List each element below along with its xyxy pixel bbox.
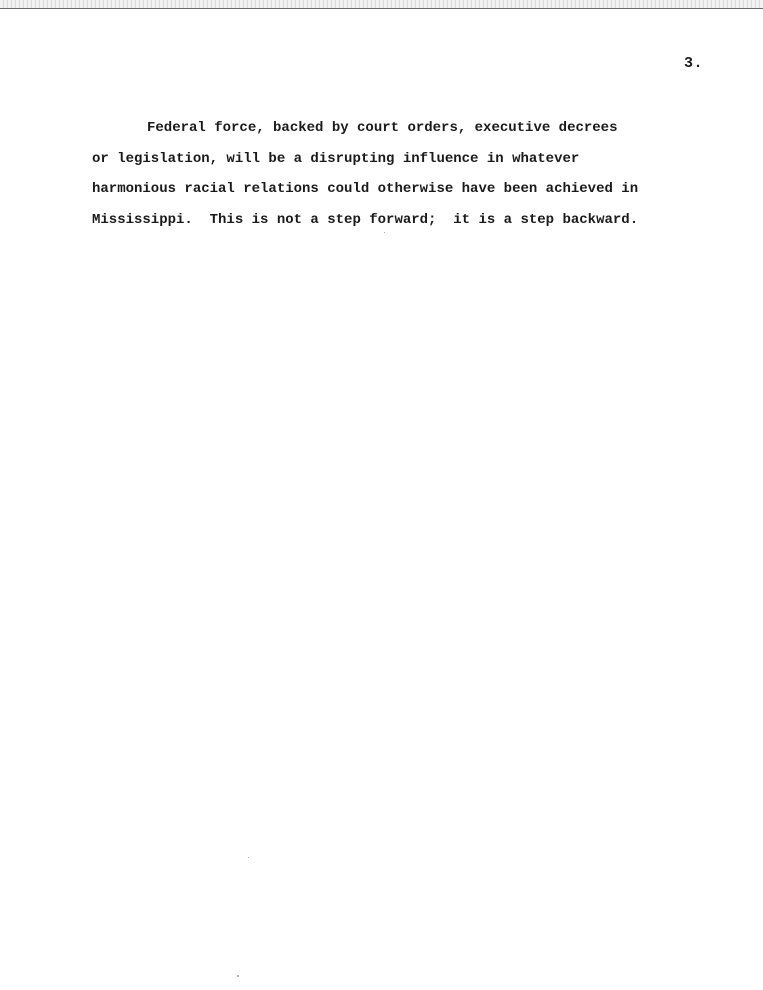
paragraph-line-2: or legislation, will be a disrupting influence in whatever — [92, 150, 580, 167]
paragraph-line-1: Federal force, backed by court orders, executive decrees — [147, 120, 618, 136]
scan-speck — [384, 232, 385, 233]
page-number: 3. — [684, 55, 704, 72]
paragraph-line-4: Mississippi. This is not a step forward; it is a step backward. — [92, 211, 639, 228]
scan-speck — [237, 975, 239, 977]
scanned-page-top-edge — [0, 0, 763, 9]
scan-speck — [248, 857, 249, 858]
body-paragraph — [92, 113, 712, 235]
paragraph-line-3: harmonious racial relations could otherwise have been achieved in — [92, 181, 639, 197]
